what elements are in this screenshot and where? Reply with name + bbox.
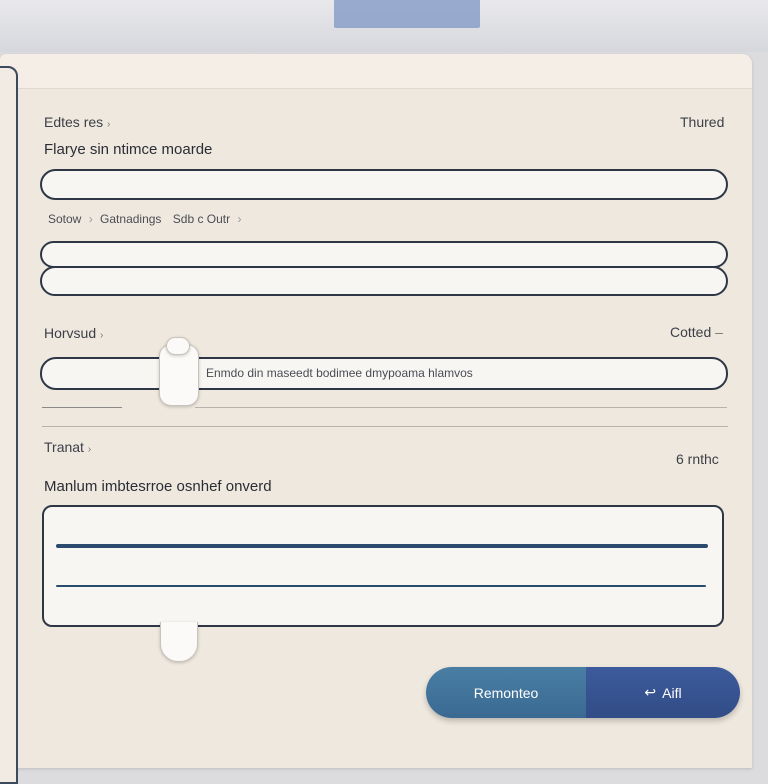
resize-handle[interactable] — [160, 622, 198, 662]
add-button[interactable]: ↩ Aifl — [586, 667, 740, 718]
arrow-left-icon: ↩ — [644, 684, 657, 700]
header-right-label: Thured — [680, 114, 725, 130]
field1-label: Flarye sin ntimce moarde — [44, 141, 213, 158]
textarea-label: Manlum imbtesrroe osnhef onverd — [44, 478, 272, 495]
dialog-window — [0, 54, 752, 768]
section2-right-label: Cotted – — [670, 324, 723, 340]
top-bar — [0, 0, 768, 52]
text-area[interactable] — [42, 505, 724, 627]
text-line-2 — [56, 585, 706, 587]
breadcrumb-separator: › — [88, 212, 93, 226]
section-title-label: Edtes res — [44, 114, 104, 130]
chevron-icon: › — [100, 330, 104, 341]
side-panel — [0, 66, 18, 784]
window-header — [0, 54, 752, 89]
active-tab[interactable] — [334, 0, 480, 28]
field1-input[interactable] — [40, 169, 728, 200]
section-divider — [42, 426, 728, 427]
chevron-down-icon[interactable]: › — [237, 212, 242, 226]
text-line-1 — [56, 544, 708, 548]
chevron-icon: › — [87, 444, 92, 455]
slider-track — [195, 407, 727, 408]
breadcrumb — [48, 212, 241, 226]
section3-right-label: 6 rnthc — [676, 451, 719, 467]
slider-input-text: Enmdo din maseedt bodimee dmypoama hlamvos — [206, 366, 473, 380]
slider-track-filled — [42, 407, 122, 408]
breadcrumb-item-3[interactable]: Sdb c Outr — [172, 212, 231, 226]
breadcrumb-item-2[interactable]: Gatnadings — [100, 212, 162, 226]
input-row-2[interactable] — [40, 266, 728, 296]
section-title — [44, 114, 110, 130]
action-button-group — [426, 667, 740, 718]
section2-label: Horvsud › — [44, 325, 104, 341]
chevron-icon: › — [107, 119, 111, 130]
section3-label: Tranat › — [44, 439, 92, 455]
input-row-1[interactable] — [40, 241, 728, 268]
slider-handle-cap — [166, 337, 190, 355]
minus-icon[interactable]: – — [715, 324, 723, 340]
breadcrumb-item-1[interactable]: Sotow — [48, 212, 82, 226]
remove-button[interactable]: Remonteo — [426, 667, 586, 718]
